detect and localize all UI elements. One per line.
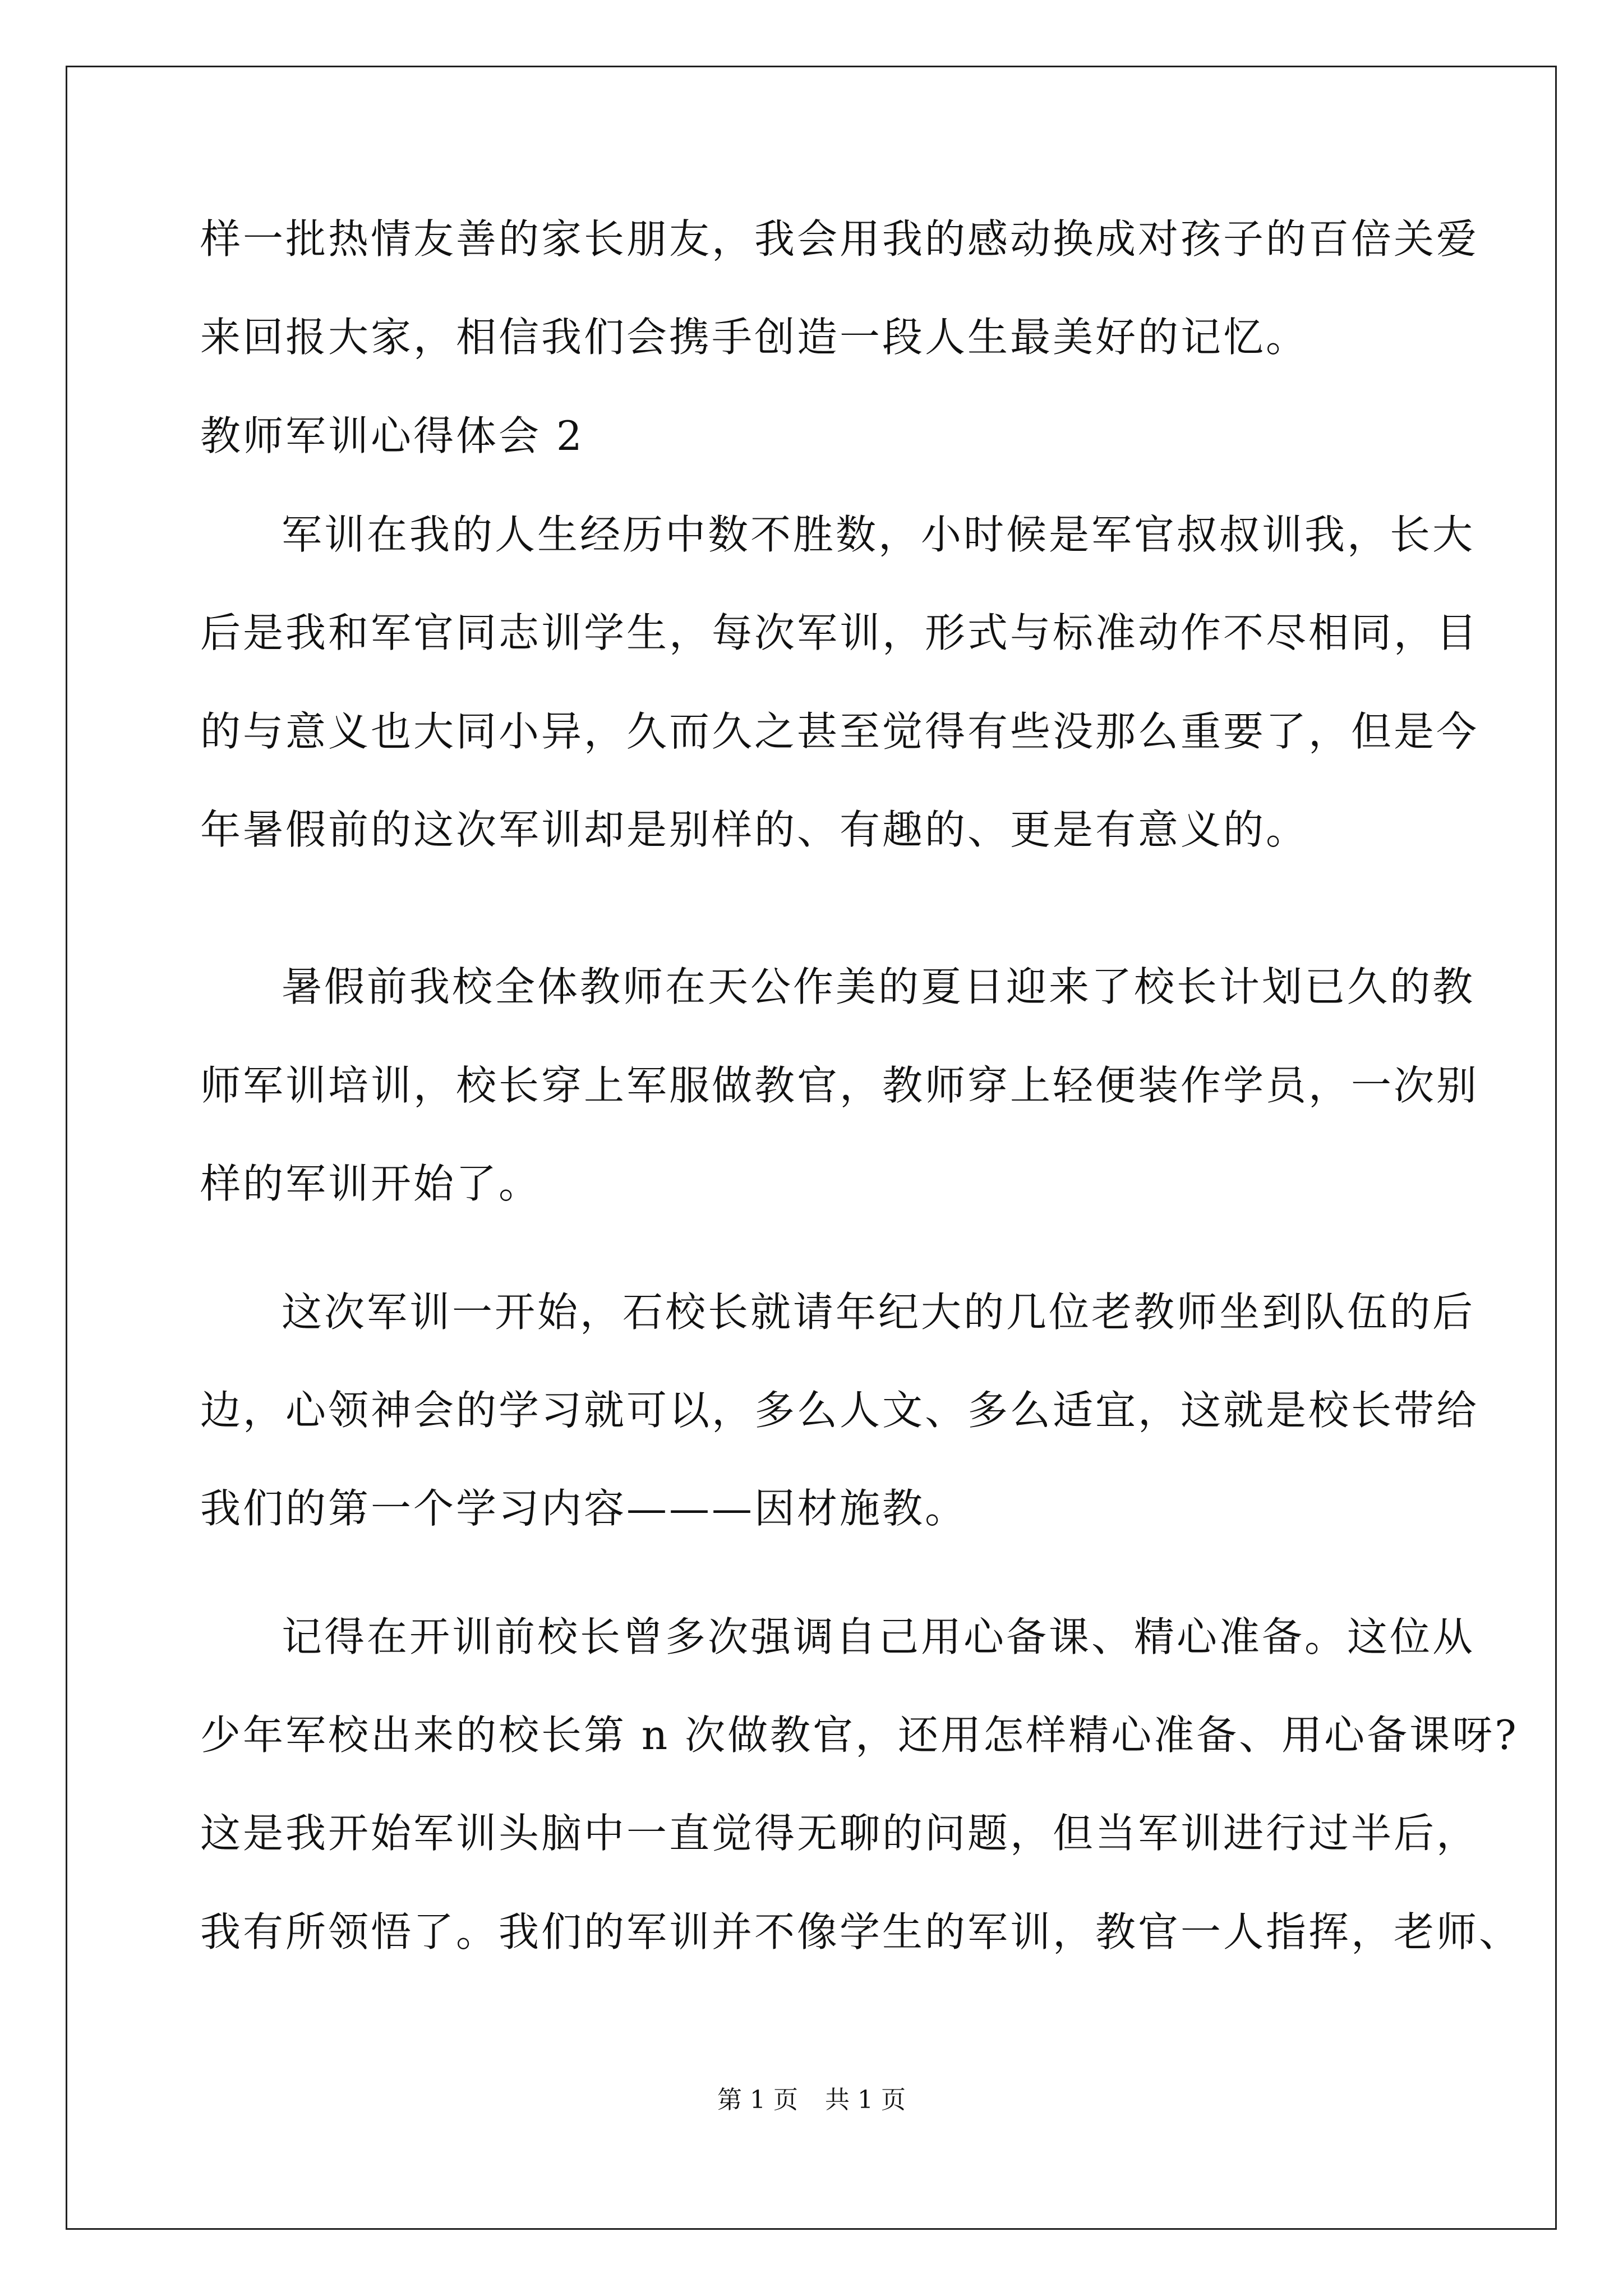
text-line: 少年军校出来的校长第 n 次做教官，还用怎样精心准备、用心备课呀?	[200, 1711, 1519, 1759]
text-line: 后是我和军官同志训学生，每次军训，形式与标准动作不尽相同，目	[200, 609, 1479, 656]
paragraph-first-line: 军训在我的人生经历中数不胜数，小时候是军官叔叔训我，长大	[282, 511, 1476, 558]
paragraph-first-line: 记得在开训前校长曾多次强调自己用心备课、精心准备。这位从	[282, 1613, 1476, 1660]
paragraph-first-line: 这次军训一开始，石校长就请年纪大的几位老教师坐到队伍的后	[282, 1289, 1476, 1336]
paragraph-first-line: 暑假前我校全体教师在天公作美的夏日迎来了校长计划已久的教	[282, 963, 1476, 1010]
page-footer	[0, 2083, 1623, 2117]
text-line: 师军训培训，校长穿上军服做教官，教师穿上轻便装作学员，一次别	[200, 1062, 1479, 1109]
text-line: 年暑假前的这次军训却是别样的、有趣的、更是有意义的。	[200, 806, 1309, 853]
text-line: 样一批热情友善的家长朋友，我会用我的感动换成对孩子的百倍关爱	[200, 215, 1479, 263]
text-line: 来回报大家，相信我们会携手创造一段人生最美好的记忆。	[200, 314, 1309, 361]
text-line: 我有所领悟了。我们的军训并不像学生的军训，教官一人指挥，老师、	[200, 1908, 1522, 1955]
text-line: 这是我开始军训头脑中一直觉得无聊的问题，但当军训进行过半后，	[200, 1810, 1479, 1857]
page-number-total: 共 1 页	[825, 2086, 906, 2114]
page-number-current: 第 1 页	[717, 2086, 798, 2114]
text-line: 我们的第一个学习内容———因材施教。	[200, 1485, 968, 1532]
text-line: 样的军训开始了。	[200, 1160, 542, 1207]
section-heading: 教师军训心得体会 2	[200, 412, 584, 459]
text-line: 边，心领神会的学习就可以，多么人文、多么适宜，这就是校长带给	[200, 1387, 1479, 1434]
text-line: 的与意义也大同小异，久而久之甚至觉得有些没那么重要了，但是今	[200, 708, 1479, 755]
